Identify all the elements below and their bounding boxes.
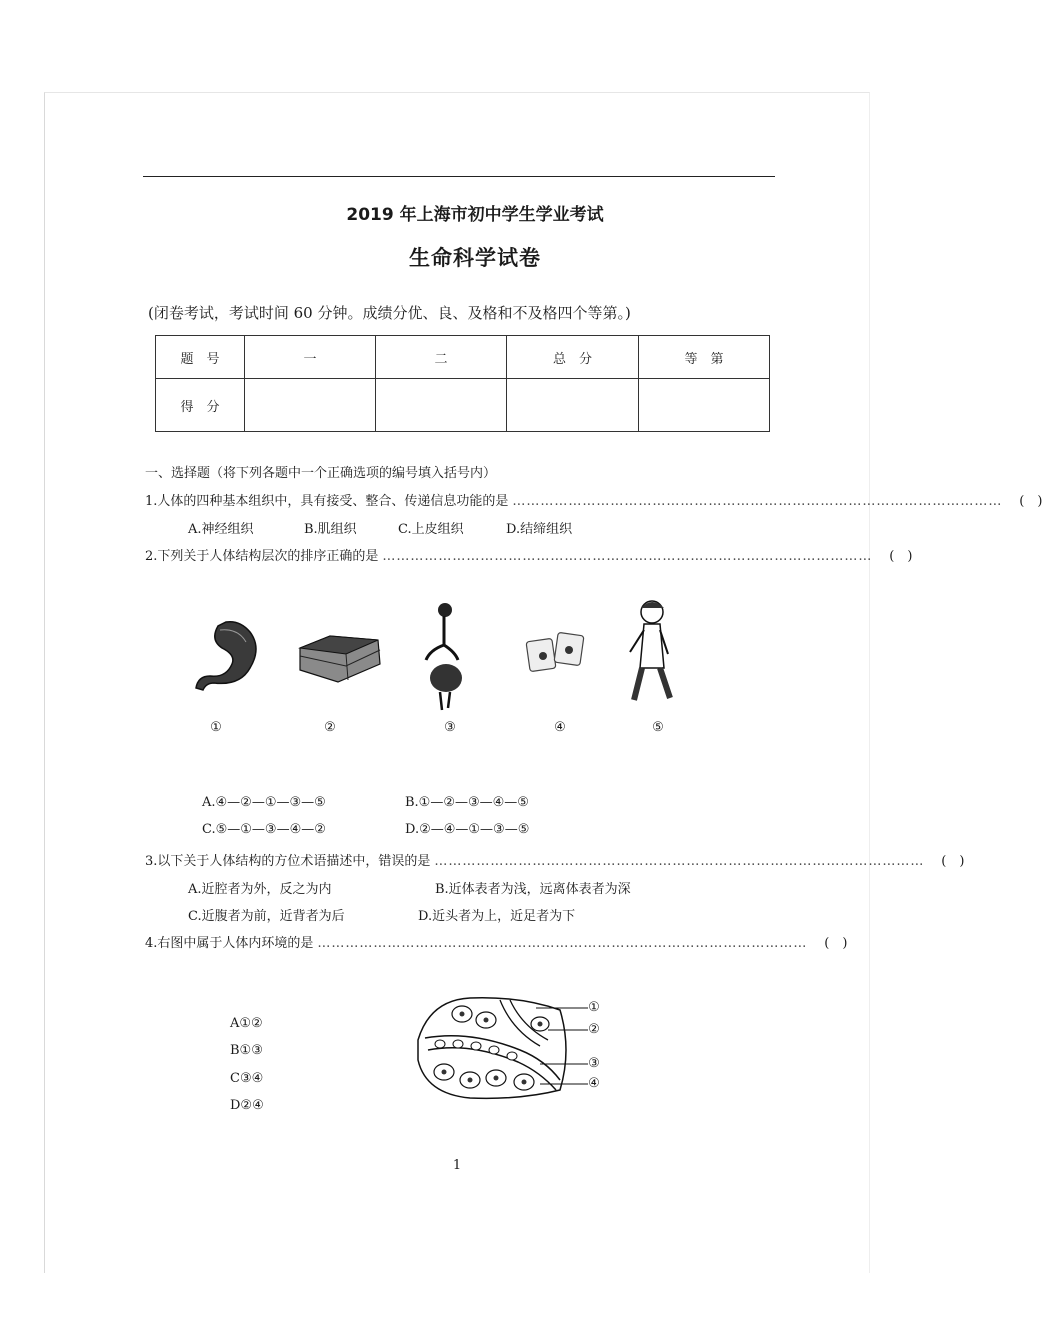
question-3-stem: 3.以下关于人体结构的方位术语描述中，错误的是 (145, 854, 431, 869)
q4-option-a[interactable]: A①② (230, 1016, 263, 1031)
q4-figure-label-3: ③ (588, 1056, 600, 1071)
q2-figure-label-5: ⑤ (652, 720, 664, 735)
exam-subtitle: 生命科学试卷 (409, 246, 541, 270)
q3-option-b[interactable]: B.近体表者为浅，远离体表者为深 (435, 882, 631, 897)
q2-figure-label-1: ① (210, 720, 222, 735)
q3-option-c[interactable]: C.近腹者为前，近背者为后 (188, 909, 345, 924)
answer-blank-3[interactable]: ( ) (941, 854, 965, 869)
exam-note: (闭卷考试，考试时间 60 分钟。成绩分优、良、及格和不及格四个等第。) (148, 304, 631, 322)
answer-blank-2[interactable]: ( ) (889, 549, 913, 564)
q3-option-d[interactable]: D.近头者为上，近足者为下 (418, 909, 576, 924)
q4-figure-label-1: ① (588, 1000, 600, 1015)
q2-option-c[interactable]: C.⑤—①—③—④—② (202, 822, 326, 837)
q2-figure-label-2: ② (324, 720, 336, 735)
score-cell-section2: 二 (376, 336, 507, 379)
q3-option-a[interactable]: A.近腔者为外，反之为内 (188, 882, 332, 897)
q4-option-c[interactable]: C③④ (230, 1071, 264, 1086)
q2-option-a[interactable]: A.④—②—①—③—⑤ (202, 795, 326, 810)
answer-blank-1[interactable]: ( ) (1019, 494, 1042, 509)
score-cell-total: 总 分 (507, 336, 639, 379)
q2-option-b[interactable]: B.①—②—③—④—⑤ (405, 795, 529, 810)
question-1-stem: 1.人体的四种基本组织中，具有接受、整合、传递信息功能的是 (145, 494, 509, 509)
q1-option-b[interactable]: B.肌组织 (304, 522, 357, 537)
q4-figure-label-2: ② (588, 1022, 600, 1037)
q2-figure-label-4: ④ (554, 720, 566, 735)
q2-option-d[interactable]: D.②—④—①—③—⑤ (405, 822, 530, 837)
section1-heading: 一、选择题（将下列各题中一个正确选项的编号填入括号内） (145, 466, 497, 481)
q1-option-a[interactable]: A.神经组织 (188, 522, 254, 537)
score-cell-grade: 等 第 (639, 336, 770, 379)
leader-dots: …………………………………………………………………………………………… (434, 854, 925, 869)
leader-dots: …………………………………………………………………………………………… (382, 549, 873, 564)
page-number: 1 (452, 1158, 462, 1173)
leader-dots: …………………………………………………………………………………………… (317, 936, 808, 951)
q4-figure-label-4: ④ (588, 1076, 600, 1091)
score-row-label: 得 分 (156, 379, 245, 432)
q4-option-d[interactable]: D②④ (230, 1098, 264, 1113)
score-cell-section1: 一 (245, 336, 376, 379)
score-cell-label: 题 号 (156, 336, 245, 379)
leader-dots: …………………………………………………………………………………………… (512, 494, 1003, 509)
question-2-stem: 2.下列关于人体结构层次的排序正确的是 (145, 549, 379, 564)
question-4-stem: 4.右图中属于人体内环境的是 (145, 936, 314, 951)
q4-option-b[interactable]: B①③ (230, 1043, 263, 1058)
q1-option-d[interactable]: D.结缔组织 (506, 522, 573, 537)
q2-figure-label-3: ③ (444, 720, 456, 735)
q1-option-c[interactable]: C.上皮组织 (398, 522, 464, 537)
answer-blank-4[interactable]: ( ) (824, 936, 848, 951)
exam-title: 2019 年上海市初中学生学业考试 (346, 205, 604, 225)
